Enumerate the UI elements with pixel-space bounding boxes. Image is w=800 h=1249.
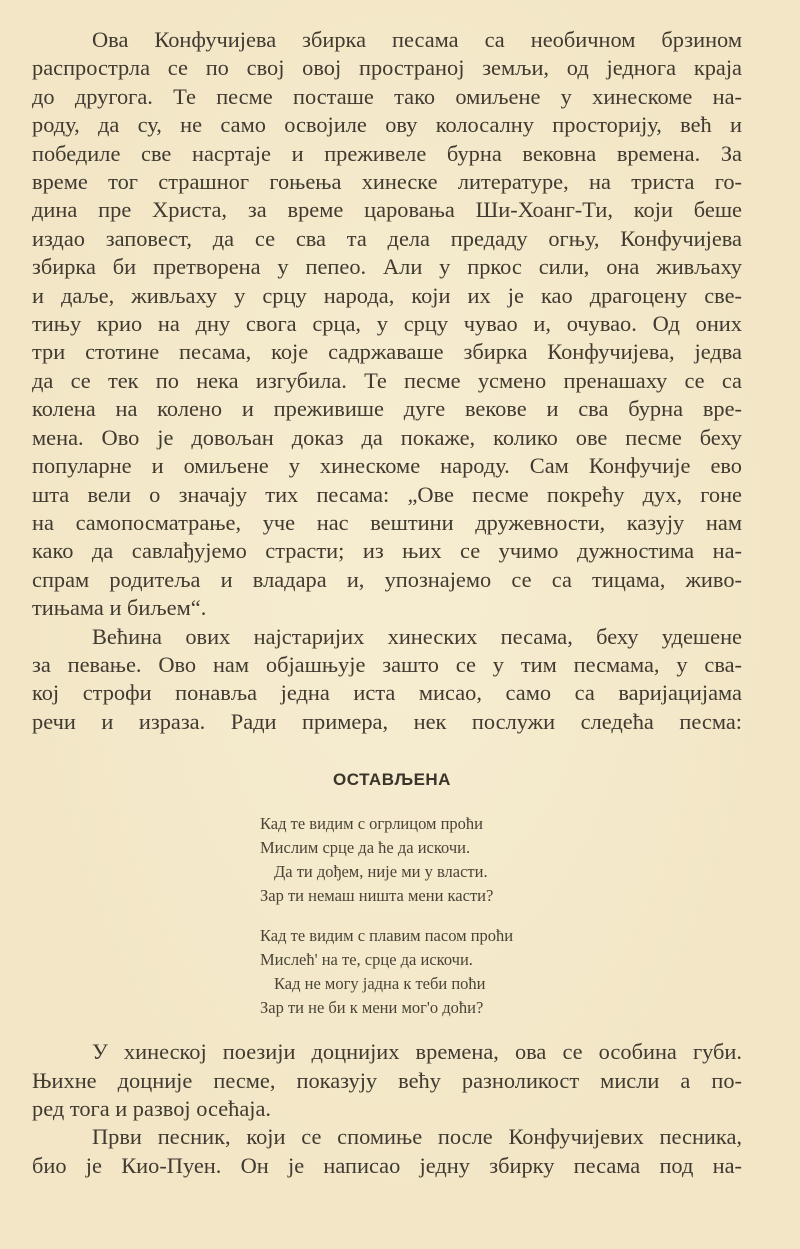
- text-line: да се тек по нека изгубила. Те песме усмено пренашаху се са: [32, 367, 742, 393]
- text-line: збирка би претворена у пепео. Али у пркос сили, она живљаху: [32, 254, 742, 280]
- poem-stanza-1: [32, 812, 742, 908]
- verse-line: Кад те видим с плавим пасом проћи: [260, 926, 514, 946]
- text-line: речи и израза. Ради примера, нек послужи следећа песма:: [32, 708, 742, 734]
- text-line: Њихне доцније песме, показују већу разноликост мисли а по-: [32, 1067, 742, 1093]
- text-line: тињу крио на дну свога срца, у срцу чувао и, очувао. Од оних: [32, 311, 742, 337]
- text-line: спрам родитеља и владара и, упознајемо се са тицама, живо-: [32, 566, 742, 592]
- verse-line: Зар ти немаш ништа мени касти?: [260, 886, 494, 906]
- text-line: популарне и омиљене у хинескоме народу. Сам Конфучије ево: [32, 453, 742, 479]
- text-line: дина пре Христа, за време царовања Ши-Хоанг-Ти, који беше: [32, 197, 742, 223]
- text-line: ред тога и развој осећаја.: [32, 1095, 272, 1121]
- text-line: У хинеској поезији доцнијих времена, ова се особина губи.: [92, 1039, 742, 1065]
- poem-stanza-2: [32, 924, 742, 1020]
- text-line: кој строфи понавља једна иста мисао, само са варијацијама: [32, 680, 742, 706]
- text-line: до другога. Те песме посташе тако омиљене у хинескоме на-: [32, 83, 742, 109]
- paragraph-4: [32, 1123, 742, 1180]
- text-line: Први песник, који се спомиње после Конфучијевих песника,: [92, 1124, 742, 1150]
- verse-line: Мислим срце да ће да искочи.: [260, 838, 471, 858]
- text-line: време тог страшног гоњења хинеске литературе, на триста го-: [32, 169, 742, 195]
- verse-line: Кад не могу јадна к теби поћи: [274, 974, 486, 994]
- verse-line: Кад те видим с огрлицом проћи: [260, 814, 484, 834]
- paragraph-1: [32, 26, 742, 623]
- text-line: распрострла се по свој овој пространој земљи, од једнога краја: [32, 55, 742, 81]
- verse-line: Зар ти не би к мени мог'о доћи?: [260, 998, 484, 1018]
- text-line: био је Кио-Пуен. Он је написао једну збирку песама под на-: [32, 1152, 742, 1178]
- text-line: тињама и биљем“.: [32, 595, 207, 621]
- text-line: шта вели о значају тих песама: „Ове песме покрећу дух, гоне: [32, 481, 742, 507]
- paragraph-3: [32, 1038, 742, 1123]
- verse-line: Да ти дођем, није ми у власти.: [274, 862, 488, 882]
- text-line: колена на колено и преживише дуге векове и сва бурна вре-: [32, 396, 742, 422]
- paragraph-2: [32, 623, 742, 737]
- text-line: и даље, живљаху у срцу народа, који их је као драгоцену све-: [32, 282, 742, 308]
- text-line: Већина ових најстаријих хинеских песама, беху удешене: [92, 623, 742, 649]
- text-line: како да савлађујемо страсти; из њих се учимо дужностима на-: [32, 538, 742, 564]
- text-line: роду, да су, не само освојиле ову колосалну просторију, већ и: [32, 112, 742, 138]
- text-line: Ова Конфучијева збирка песама са необичном брзином: [92, 27, 742, 52]
- text-line: на самопосматрање, уче нас вештини дружевности, казују нам: [32, 509, 742, 535]
- text-line: мена. Ово је довољан доказ да покаже, колико ове песме беху: [32, 424, 742, 450]
- verse-line: Мислећ' на те, срце да искочи.: [260, 950, 473, 970]
- text-line: три стотине песама, које садржаваше збирка Конфучијева, једва: [32, 339, 742, 365]
- text-line: за певање. Ово нам објашњује зашто се у тим песмама, у сва-: [32, 651, 742, 677]
- text-line: издао заповест, да се сва та дела предаду огњу, Конфучијева: [32, 225, 742, 251]
- text-line: победиле све насртаје и преживеле бурна вековна времена. За: [32, 140, 742, 166]
- poem-title: ОСТАВЉЕНА: [333, 770, 451, 790]
